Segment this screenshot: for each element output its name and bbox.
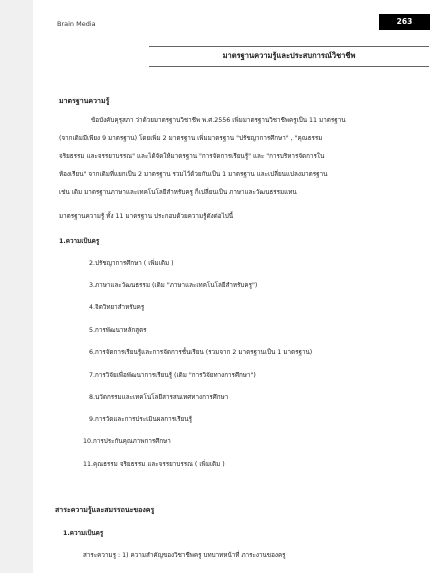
list-item: 3.ภาษาและวัฒนธรรม (เดิม "ภาษาและเทคโนโลยีสำหรับครู") (89, 282, 258, 289)
summary-line: มาตรฐานความรู้ ทั้ง 11 มาตรฐาน ประกอบด้วยความรู้ดังต่อไปนี้ (59, 213, 233, 220)
list-item: 8.นวัตกรรมและเทคโนโลยีสารสนเทศทางการศึกษา (89, 394, 229, 401)
list-item: 4.จิตวิทยาสำหรับครู (89, 304, 145, 311)
document-page (33, 0, 430, 573)
paragraph-line: ห้องเรียน" จากเดิมที่แยกเป็น 2 มาตรฐาน รวมไว้ด้วยกันเป็น 1 มาตรฐาน และเปลี่ยนแปลงมาตรฐาน (59, 171, 328, 178)
list-item: 10.การประกันคุณภาพการศึกษา (83, 438, 171, 445)
list-item: 6.การจัดการเรียนรู้และการจัดการชั้นเรียน (รวมจาก 2 มาตรฐานเป็น 1 มาตรฐาน) (89, 349, 313, 356)
paragraph-line: (จากเดิมมีเพียง 9 มาตรฐาน) โดยเพิ่ม 2 มาตรฐาน เพิ่มมาตรฐาน "ปรัชญาการศึกษา" , "คุณธรรม (59, 135, 323, 142)
list-item: 9.การวัดและการประเมินผลการเรียนรู้ (89, 416, 192, 423)
paragraph-line: เช่น เดิม มาตรฐานภาษาและเทคโนโลยีสำหรับครู ก็เปลี่ยนเป็น ภาษาและวัฒนธรรมแทน (59, 189, 297, 196)
chapter-title: มาตรฐานความรู้และประสบการณ์วิชาชีพ (222, 51, 356, 60)
list-heading: 1.ความเป็นครู (59, 238, 100, 245)
paragraph-line: จริยธรรม และจรรยาบรรณ" และได้จัดให้มาตรฐาน "การจัดการเรียนรู้" และ "การบริหารจัดการใน (59, 153, 325, 160)
page-number-badge: 263 (379, 14, 430, 30)
title-bottom-rule (149, 66, 429, 67)
title-top-rule (149, 46, 429, 47)
section-heading-competency: สาระความรู้และสมรรถนะของครู (55, 506, 155, 514)
content-line: สาระความรู : 1) ความสำคัญของวิชาชีพครู บทบาทหน้าที่ ภาระงานของครู (83, 552, 286, 559)
list-item: 11.คุณธรรม จริยธรรม และจรรยาบรรณ ( เพิ่มเติม ) (83, 461, 225, 468)
subsection-heading: 1.ความเป็นครู (63, 530, 104, 537)
list-item: 2.ปรัชญาการศึกษา ( เพิ่มเติม ) (89, 260, 174, 267)
list-item: 5.การพัฒนาหลักสูตร (89, 327, 147, 334)
section-heading-knowledge-standard: มาตรฐานความรู้ (59, 97, 110, 105)
paragraph-line: ข้อบังคับคุรุสภา ว่าด้วยมาตรฐานวิชาชีพ พ.ศ.2556 เพิ่มมาตรฐานวิชาชีพครูเป็น 11 มาตรฐาน (91, 117, 346, 124)
publisher-name: Brain Media (57, 20, 96, 28)
list-item: 7.การวิจัยเพื่อพัฒนาการเรียนรู้ (เดิม "การวิจัยทางการศึกษา") (89, 372, 256, 379)
